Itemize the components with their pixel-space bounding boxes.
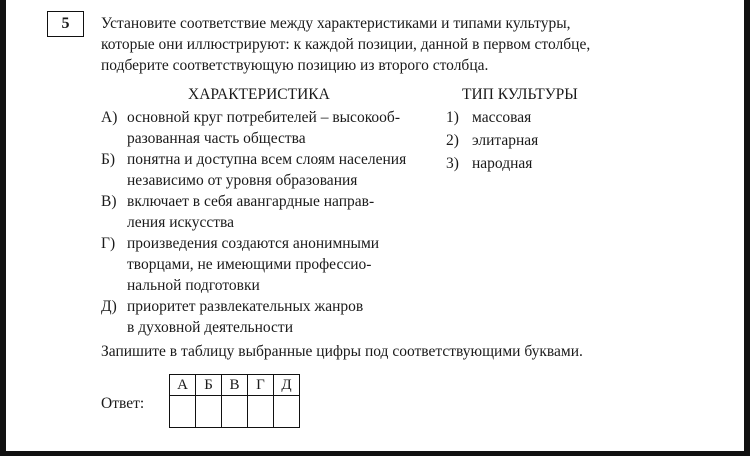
culture-types-list [446, 107, 646, 176]
answer-header-cell: А [170, 375, 196, 396]
question-number: 5 [47, 11, 84, 37]
item-line: произведения создаются анонимными [127, 235, 380, 252]
answer-header-cell: Д [274, 375, 300, 396]
answer-header-cell: В [222, 375, 248, 396]
page-frame-right [744, 0, 750, 456]
characteristic-item [101, 296, 431, 338]
answer-label: Ответ: [101, 395, 145, 412]
characteristics-list [101, 107, 431, 338]
answer-table [169, 374, 300, 428]
intro-line: которые они иллюстрируют: к каждой позиции, данной в первом столбце, [101, 36, 591, 53]
characteristic-item [101, 149, 431, 191]
culture-type-item [446, 153, 646, 176]
question-intro [101, 13, 665, 76]
item-line: понятна и доступна всем слоям населения [127, 151, 407, 168]
intro-line: подберите соответствующую позицию из второго столбца. [101, 57, 489, 74]
characteristic-item [101, 233, 431, 296]
intro-line: Установите соответствие между характеристиками и типами культуры, [101, 15, 571, 32]
item-line: включает в себя авангардные направ- [127, 193, 375, 210]
instruction-text: Запишите в таблицу выбранные цифры под соответствующими буквами. [101, 343, 583, 360]
item-line: творцами, не имеющими профессио- [127, 256, 372, 273]
answer-input-cell[interactable] [248, 396, 274, 428]
answer-input-cell[interactable] [170, 396, 196, 428]
characteristic-item [101, 191, 431, 233]
item-line: независимо от уровня образования [127, 172, 358, 189]
item-letter: Б) [101, 151, 116, 168]
page-frame-bottom [0, 451, 750, 456]
item-letter: В) [101, 193, 117, 210]
item-line: ления искусства [127, 214, 234, 231]
answer-header-cell: Г [248, 375, 274, 396]
characteristics-header: ХАРАКТЕРИСТИКА [188, 86, 330, 103]
answer-input-cell[interactable] [274, 396, 300, 428]
item-line: в духовной деятельности [127, 319, 294, 336]
culture-types-header: ТИП КУЛЬТУРЫ [462, 86, 578, 103]
answer-header-cell: Б [196, 375, 222, 396]
item-letter: Д) [101, 298, 117, 315]
item-letter: А) [101, 109, 118, 126]
item-line: разованная часть общества [127, 130, 306, 147]
item-number: 1) [446, 109, 459, 126]
item-label: элитарная [472, 132, 539, 149]
item-number: 3) [446, 155, 459, 172]
culture-type-item [446, 130, 646, 153]
characteristic-item [101, 107, 431, 149]
item-label: народная [472, 155, 533, 172]
page-frame-left [0, 0, 6, 456]
item-number: 2) [446, 132, 459, 149]
culture-type-item [446, 107, 646, 130]
item-label: массовая [472, 109, 532, 126]
answer-input-cell[interactable] [196, 396, 222, 428]
answer-input-cell[interactable] [222, 396, 248, 428]
item-letter: Г) [101, 235, 116, 252]
item-line: нальной подготовки [127, 277, 260, 294]
item-line: приоритет развлекательных жанров [127, 298, 364, 315]
item-line: основной круг потребителей – высокооб- [127, 109, 400, 126]
